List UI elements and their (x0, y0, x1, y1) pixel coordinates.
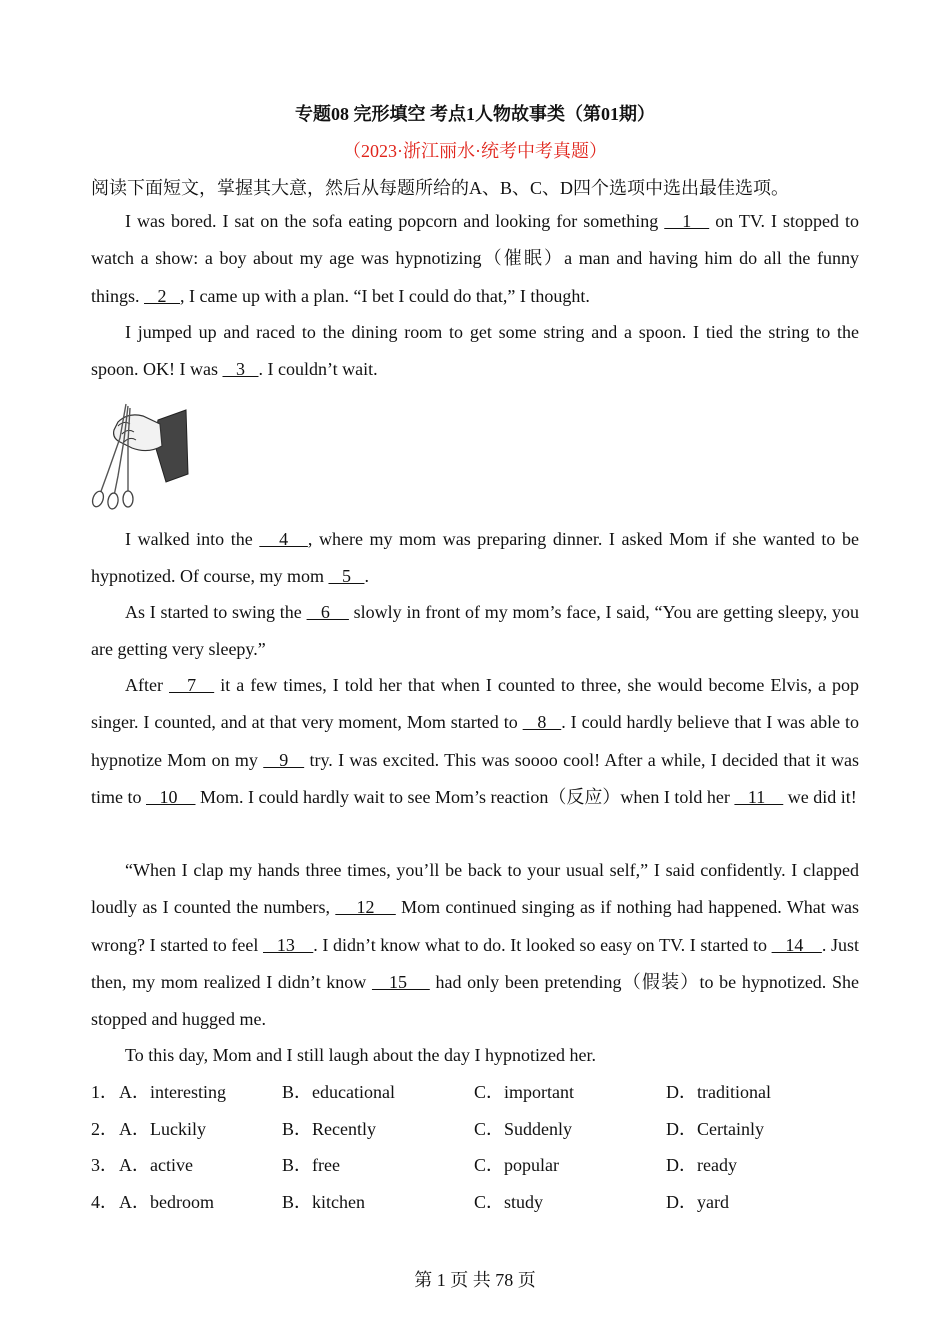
text-run: had only been pretending（假装）to be hypnotized. She stopped and hugged me. (91, 971, 859, 1030)
blank-4: 4 (259, 529, 308, 549)
option-d[interactable]: D．traditional (666, 1082, 771, 1102)
hand-holding-spoon-illustration (88, 402, 192, 510)
blank-6: 6 (306, 602, 349, 622)
paragraph-1 (91, 203, 859, 315)
option-b[interactable]: B．Recently (282, 1118, 376, 1139)
text-run: try. I was excited. This was soooo cool! After a while, I decided that it was time to (91, 749, 860, 807)
text-run: Mom continued singing as if nothing had happened. What was wrong? I started to feel (91, 897, 859, 955)
text-run: . Just then, my mom realized I didn’t know (91, 934, 859, 992)
question-number: 1． (91, 1082, 118, 1102)
option-d[interactable]: D．Certainly (666, 1118, 764, 1139)
blank-13: 13 (263, 934, 314, 955)
text-run: slowly in front of my mom’s face, I said, “You are getting sleepy, you are getting very sleepy.” (91, 602, 860, 660)
source-subtitle: （2023·浙江丽水·统考中考真题） (343, 141, 607, 161)
text-run: I was bored. I sat on the sofa eating popcorn and looking for something (125, 211, 665, 231)
instruction-text: 阅读下面短文，掌握其大意，然后从每题所给的A、B、C、D四个选项中选出最佳选项。 (91, 178, 790, 198)
option-a[interactable]: A．active (119, 1155, 193, 1176)
page-footer: 第 1 页 共 78 页 (414, 1270, 536, 1290)
text-run: . I could hardly believe that I was able to hypnotize Mom on my (91, 712, 860, 770)
option-c[interactable]: C．Suddenly (474, 1118, 573, 1139)
paragraph-4 (91, 594, 859, 669)
option-c[interactable]: C．important (474, 1082, 574, 1102)
blank-12: 12 (335, 897, 396, 918)
text-run: we did it! (783, 786, 857, 807)
blank-11: 11 (734, 786, 784, 807)
option-c[interactable]: C．study (474, 1192, 544, 1213)
blank-5: 5 (328, 566, 365, 587)
paragraph-6 (91, 852, 859, 1038)
question-number: 4． (91, 1192, 118, 1213)
question-number: 2． (91, 1118, 118, 1139)
question-row (91, 1188, 891, 1225)
text-run: it a few times, I told her that when I counted to three, she would become Elvis, a pop singer. I counted, and at that very moment, Mom started to (91, 675, 859, 733)
option-c[interactable]: C．popular (474, 1155, 559, 1176)
question-row (91, 1078, 891, 1115)
option-b[interactable]: B．kitchen (282, 1192, 365, 1213)
text-run: “When I clap my hands three times, you’ll be back to your usual self,” I said confidently. I clapped loudly as I counted the numbers, (91, 860, 859, 918)
blank-1: 1 (664, 211, 710, 231)
text-run: , I came up with a plan. “I bet I could do that,” I thought. (180, 285, 590, 306)
text-run: , where my mom was preparing dinner. I asked Mom if she wanted to be hypnotized. Of course, my mom (91, 529, 860, 587)
question-row (91, 1151, 891, 1188)
text-run: As I started to swing the (125, 602, 307, 622)
text-run: . (364, 566, 369, 587)
text-run: on TV. I stopped to watch a show: a boy about my age was hypnotizing（催眠）a man and having him do all the funny things. (91, 211, 859, 306)
blank-7: 7 (169, 675, 215, 695)
option-a[interactable]: A．Luckily (119, 1118, 206, 1139)
blank-9: 9 (263, 749, 305, 770)
blank-3: 3 (222, 359, 259, 380)
option-a[interactable]: A．interesting (119, 1082, 226, 1102)
blank-8: 8 (522, 712, 562, 733)
paragraph-5 (91, 667, 859, 816)
question-number: 3． (91, 1155, 118, 1176)
paragraph-7: To this day, Mom and I still laugh about the day I hypnotized her. (125, 1045, 596, 1065)
blank-10: 10 (146, 786, 196, 807)
option-b[interactable]: B．free (282, 1155, 340, 1176)
option-d[interactable]: D．ready (666, 1155, 737, 1176)
text-run: Mom. I could hardly wait to see Mom’s reaction（反应）when I told her (195, 786, 735, 807)
text-run: . I didn’t know what to do. It looked so easy on TV. I started to (313, 934, 772, 955)
blank-14: 14 (771, 934, 822, 955)
question-row (91, 1115, 891, 1152)
blank-15: 15 (371, 971, 430, 992)
text-run: After (125, 675, 170, 695)
blank-2: 2 (144, 285, 181, 306)
paragraph-2 (91, 314, 859, 389)
option-b[interactable]: B．educational (282, 1082, 395, 1102)
option-a[interactable]: A．bedroom (119, 1192, 214, 1213)
text-run: I jumped up and raced to the dining room to get some string and a spoon. I tied the string to the spoon. OK! I was (91, 322, 859, 380)
text-run: . I couldn’t wait. (258, 359, 378, 380)
text-run: I walked into the (125, 529, 260, 549)
page-title: 专题08 完形填空 考点1人物故事类（第01期） (295, 104, 655, 124)
paragraph-3 (91, 521, 859, 596)
question-options (91, 1078, 891, 1225)
option-d[interactable]: D．yard (666, 1192, 729, 1213)
